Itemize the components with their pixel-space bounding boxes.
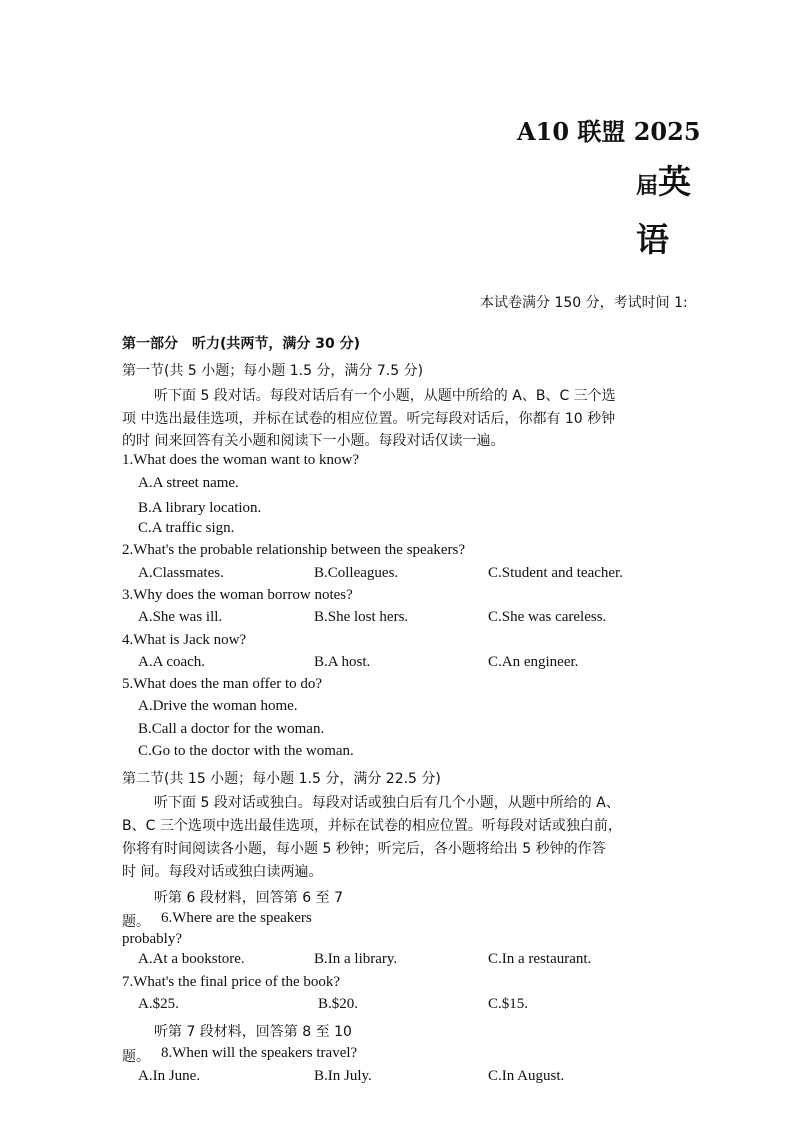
option-c: C.$15. bbox=[488, 996, 529, 1012]
option-a: A.A coach. bbox=[138, 654, 206, 670]
material-intro-tail: 题。 bbox=[122, 914, 150, 930]
option-b: B.She lost hers. bbox=[314, 609, 409, 625]
option-a: A.In June. bbox=[138, 1068, 201, 1084]
option-c: C.A traffic sign. bbox=[138, 520, 235, 536]
exam-title-line2 bbox=[636, 156, 691, 203]
question-stem-cont: probably? bbox=[122, 931, 182, 947]
instructions: 听下面 5 段对话或独白。每段对话或独白后有几个小题，从题中所给的 A、 bbox=[154, 795, 620, 811]
exam-title: A10 联盟 2025 bbox=[517, 117, 701, 146]
question-stem: 5.What does the man offer to do? bbox=[122, 676, 323, 692]
option-c: C.She was careless. bbox=[488, 609, 607, 625]
question-stem: 7.What's the final price of the book? bbox=[122, 974, 341, 990]
option-c: C.An engineer. bbox=[488, 654, 579, 670]
section-heading: 第二节(共 15 小题；每小题 1.5 分，满分 22.5 分) bbox=[122, 771, 441, 787]
instructions: 项 中选出最佳选项，并标在试卷的相应位置。听完每段对话后，你都有 10 秒钟 bbox=[122, 411, 616, 427]
exam-subject-char: 语 bbox=[636, 220, 669, 259]
option-b: B.Colleagues. bbox=[314, 565, 399, 581]
option-b: B.$20. bbox=[318, 996, 359, 1012]
option-a: A.At a bookstore. bbox=[138, 951, 245, 967]
material-intro: 听第 6 段材料，回答第 6 至 7 bbox=[154, 890, 343, 906]
instructions: B、C 三个选项中选出最佳选项，并标在试卷的相应位置。听每段对话或独白前， bbox=[122, 818, 622, 834]
option-a: A.Classmates. bbox=[138, 565, 224, 581]
instructions: 你将有时间阅读各小题，每小题 5 秒钟；听完后，各小题将给出 5 秒钟的作答 bbox=[122, 841, 606, 857]
part-heading: 第一部分 听力(共两节，满分 30 分) bbox=[122, 336, 361, 352]
exam-subject-char: 英 bbox=[658, 162, 692, 201]
question-stem: 4.What is Jack now? bbox=[122, 632, 247, 648]
option-a: A.She was ill. bbox=[138, 609, 223, 625]
instructions: 时 间。每段对话或独白读两遍。 bbox=[122, 864, 323, 880]
exam-meta: 本试卷满分 150 分，考试时间 1: bbox=[480, 295, 688, 311]
option-b: B.Call a doctor for the woman. bbox=[138, 721, 325, 737]
option-c: C.In a restaurant. bbox=[488, 951, 592, 967]
material-intro-tail: 题。 bbox=[122, 1049, 150, 1065]
question-stem: 8.When will the speakers travel? bbox=[161, 1045, 358, 1061]
option-a: A.$25. bbox=[138, 996, 179, 1012]
question-stem: 3.Why does the woman borrow notes? bbox=[122, 587, 353, 603]
option-b: B.In a library. bbox=[314, 951, 398, 967]
option-a: A.Drive the woman home. bbox=[138, 698, 298, 714]
exam-title-char: 届 bbox=[636, 174, 659, 199]
option-c: C.In August. bbox=[488, 1068, 565, 1084]
option-b: B.A library location. bbox=[138, 500, 262, 516]
question-stem: 1.What does the woman want to know? bbox=[122, 452, 360, 468]
question-stem: 6.Where are the speakers bbox=[161, 910, 312, 926]
instructions: 的时 间来回答有关小题和阅读下一小题。每段对话仅读一遍。 bbox=[122, 433, 505, 449]
option-c: C.Student and teacher. bbox=[488, 565, 623, 581]
section-heading: 第一节(共 5 小题；每小题 1.5 分，满分 7.5 分) bbox=[122, 363, 424, 379]
option-b: B.In July. bbox=[314, 1068, 372, 1084]
material-intro: 听第 7 段材料，回答第 8 至 10 bbox=[154, 1024, 352, 1040]
option-b: B.A host. bbox=[314, 654, 371, 670]
instructions: 听下面 5 段对话。每段对话后有一个小题，从题中所给的 A、B、C 三个选 bbox=[154, 388, 616, 404]
question-stem: 2.What's the probable relationship between the speakers? bbox=[122, 542, 465, 558]
option-a: A.A street name. bbox=[138, 475, 239, 491]
option-c: C.Go to the doctor with the woman. bbox=[138, 743, 354, 759]
